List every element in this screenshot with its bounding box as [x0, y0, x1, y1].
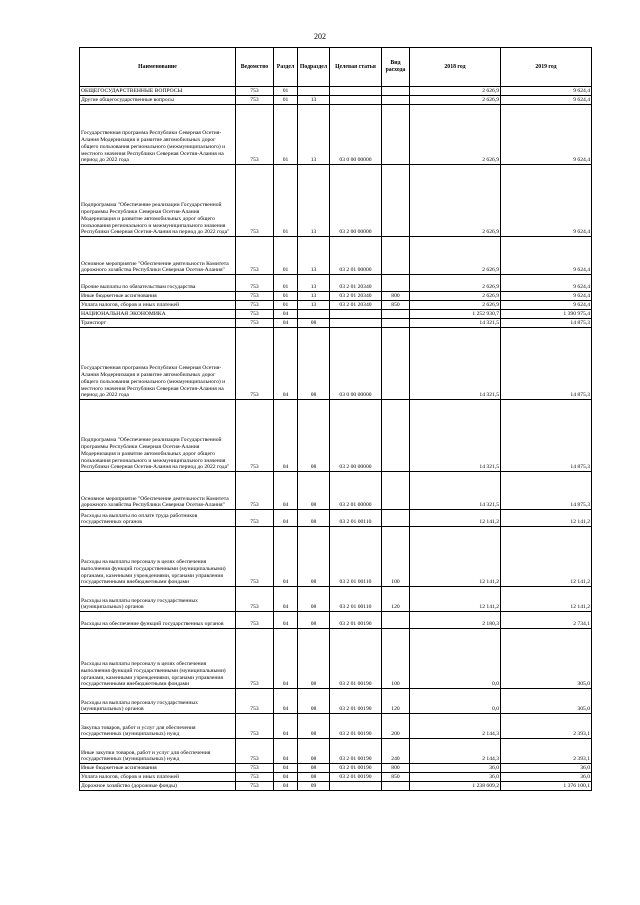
cell-vr: 850	[382, 773, 410, 782]
cell-vr: 100	[382, 629, 410, 689]
cell-ved: 753	[236, 87, 274, 96]
cell-csr: 03 2 01 00190	[330, 714, 382, 739]
table-row	[80, 472, 592, 510]
cell-y2018: 2 626,9	[410, 96, 501, 105]
cell-csr: 03 2 01 00110	[330, 527, 382, 587]
cell-razdel: 04	[274, 328, 298, 400]
cell-ved: 753	[236, 237, 274, 275]
cell-vr	[382, 400, 410, 472]
cell-vr	[382, 105, 410, 165]
cell-razdel: 04	[274, 782, 298, 791]
cell-y2019: 305,0	[501, 689, 592, 714]
cell-razdel: 04	[274, 310, 298, 319]
cell-ved: 753	[236, 764, 274, 773]
cell-name: НАЦИОНАЛЬНАЯ ЭКОНОМИКА	[80, 310, 236, 319]
cell-y2018: 2 626,9	[410, 292, 501, 301]
cell-vr: 100	[382, 527, 410, 587]
cell-y2019: 9 624,4	[501, 292, 592, 301]
table-row	[80, 510, 592, 527]
cell-name: Расходы на выплаты персоналу в целях обеспечения выполнения функций государственными (муниципальными) органами, казенными учреждениями, органами управления государственными внебюджетными фондами	[80, 629, 236, 689]
cell-vr: 850	[382, 301, 410, 310]
cell-podrazdel: 08	[298, 587, 330, 612]
cell-y2019: 36,0	[501, 764, 592, 773]
cell-ved: 753	[236, 328, 274, 400]
cell-csr: 03 2 01 00190	[330, 764, 382, 773]
cell-razdel: 04	[274, 400, 298, 472]
header-csr: Целевая статья	[330, 48, 382, 87]
cell-y2019: 14 875,3	[501, 472, 592, 510]
cell-razdel: 01	[274, 301, 298, 310]
cell-ved: 753	[236, 319, 274, 328]
cell-y2019: 9 624,4	[501, 105, 592, 165]
cell-ved: 753	[236, 782, 274, 791]
cell-y2019: 9 624,4	[501, 87, 592, 96]
cell-vr	[382, 472, 410, 510]
table-row	[80, 773, 592, 782]
cell-podrazdel: 08	[298, 400, 330, 472]
cell-csr: 03 2 01 20340	[330, 292, 382, 301]
cell-csr: 03 2 00 00000	[330, 165, 382, 237]
cell-csr	[330, 782, 382, 791]
cell-name: Другие общегосударственные вопросы	[80, 96, 236, 105]
cell-csr	[330, 87, 382, 96]
cell-csr: 03 2 01 00000	[330, 472, 382, 510]
cell-name: Расходы на выплаты персоналу в целях обеспечения выполнения функций государственными (муниципальными) органами, казенными учреждениями, органами управления государственными внебюджетными фондами	[80, 527, 236, 587]
cell-y2018: 2 144,3	[410, 714, 501, 739]
cell-podrazdel: 13	[298, 292, 330, 301]
cell-y2019: 9 624,4	[501, 96, 592, 105]
cell-name: Подпрограмма "Обеспечение реализации Государственной программы Республики Северная Осетия-Алания Модернизация и развитие автомобильных дорог общего пользования регионального и межмуниципального значения Республики Северная Осетия-Алания на период до 2022 года"	[80, 400, 236, 472]
cell-podrazdel: 09	[298, 782, 330, 791]
cell-razdel: 04	[274, 714, 298, 739]
cell-razdel: 04	[274, 587, 298, 612]
page-number: 202	[314, 32, 326, 41]
header-2018: 2018 год	[410, 48, 501, 87]
cell-y2018: 2 626,9	[410, 275, 501, 292]
cell-razdel: 04	[274, 527, 298, 587]
cell-podrazdel: 13	[298, 105, 330, 165]
cell-name: ОБЩЕГОСУДАРСТВЕННЫЕ ВОПРОСЫ	[80, 87, 236, 96]
cell-y2019: 2 734,1	[501, 612, 592, 629]
cell-csr: 03 2 01 00190	[330, 739, 382, 764]
table-row	[80, 292, 592, 301]
header-podrazdel: Подраздел	[298, 48, 330, 87]
cell-name: Закупка товаров, работ и услуг для обеспечения государственных (муниципальных) нужд	[80, 714, 236, 739]
cell-razdel: 01	[274, 237, 298, 275]
cell-razdel: 01	[274, 87, 298, 96]
cell-ved: 753	[236, 310, 274, 319]
cell-csr: 03 2 01 00190	[330, 612, 382, 629]
header-ved: Ведомство	[236, 48, 274, 87]
cell-csr: 03 2 01 20340	[330, 275, 382, 292]
cell-vr	[382, 165, 410, 237]
cell-csr: 03 2 01 00190	[330, 689, 382, 714]
cell-razdel: 04	[274, 319, 298, 328]
cell-razdel: 01	[274, 165, 298, 237]
table-header-row	[80, 48, 592, 87]
cell-name: Иные бюджетные ассигнования	[80, 292, 236, 301]
table-row	[80, 237, 592, 275]
header-razdel: Раздел	[274, 48, 298, 87]
cell-ved: 753	[236, 301, 274, 310]
cell-y2018: 2 626,9	[410, 301, 501, 310]
cell-y2019: 9 624,4	[501, 301, 592, 310]
table-row	[80, 739, 592, 764]
cell-ved: 753	[236, 472, 274, 510]
cell-vr: 800	[382, 292, 410, 301]
table-row	[80, 301, 592, 310]
cell-ved: 753	[236, 105, 274, 165]
cell-name: Государственная программа Республики Северная Осетия-Алания Модернизация и развитие автомобильных дорог общего пользования регионального (межмуниципального) и местного значения Республики Северная Осетия-Алания на период до 2022 года	[80, 105, 236, 165]
cell-y2019: 9 624,4	[501, 237, 592, 275]
cell-y2018: 36,0	[410, 773, 501, 782]
table-body	[80, 87, 592, 791]
cell-name: Расходы на выплаты персоналу государственных (муниципальных) органов	[80, 587, 236, 612]
cell-razdel: 04	[274, 629, 298, 689]
cell-y2019: 12 141,2	[501, 527, 592, 587]
cell-y2019: 9 624,4	[501, 165, 592, 237]
cell-razdel: 01	[274, 96, 298, 105]
cell-y2018: 36,0	[410, 764, 501, 773]
budget-table	[79, 47, 592, 791]
cell-podrazdel	[298, 87, 330, 96]
cell-name: Уплата налогов, сборов и иных платежей	[80, 301, 236, 310]
cell-podrazdel: 08	[298, 773, 330, 782]
table-row	[80, 527, 592, 587]
cell-name: Дорожное хозяйство (дорожные фонды)	[80, 782, 236, 791]
cell-y2018: 12 141,2	[410, 527, 501, 587]
cell-podrazdel: 13	[298, 237, 330, 275]
cell-razdel: 04	[274, 612, 298, 629]
cell-razdel: 04	[274, 739, 298, 764]
cell-csr	[330, 310, 382, 319]
table-row	[80, 714, 592, 739]
cell-vr	[382, 510, 410, 527]
cell-y2019: 1 376 100,1	[501, 782, 592, 791]
cell-podrazdel: 08	[298, 472, 330, 510]
cell-vr	[382, 782, 410, 791]
cell-podrazdel: 08	[298, 629, 330, 689]
cell-podrazdel: 08	[298, 612, 330, 629]
cell-podrazdel: 08	[298, 764, 330, 773]
cell-csr: 03 0 00 00000	[330, 105, 382, 165]
cell-y2018: 14 321,5	[410, 319, 501, 328]
table-row	[80, 105, 592, 165]
cell-vr: 800	[382, 764, 410, 773]
cell-ved: 753	[236, 292, 274, 301]
cell-podrazdel: 08	[298, 714, 330, 739]
cell-csr: 03 2 01 00000	[330, 237, 382, 275]
table-row	[80, 275, 592, 292]
cell-y2019: 2 393,1	[501, 714, 592, 739]
cell-y2019: 9 624,4	[501, 275, 592, 292]
cell-csr: 03 0 00 00000	[330, 328, 382, 400]
cell-ved: 753	[236, 96, 274, 105]
cell-y2018: 2 626,9	[410, 87, 501, 96]
cell-y2018: 14 321,5	[410, 400, 501, 472]
cell-y2019: 14 875,3	[501, 328, 592, 400]
cell-vr	[382, 275, 410, 292]
cell-ved: 753	[236, 612, 274, 629]
cell-podrazdel: 13	[298, 96, 330, 105]
cell-name: Иные закупки товаров, работ и услуг для обеспечения государственных (муниципальных) нужд	[80, 739, 236, 764]
cell-razdel: 01	[274, 292, 298, 301]
cell-csr	[330, 96, 382, 105]
cell-csr: 03 2 01 00190	[330, 629, 382, 689]
cell-csr: 03 2 01 20340	[330, 301, 382, 310]
cell-razdel: 01	[274, 275, 298, 292]
cell-y2018: 14 321,5	[410, 472, 501, 510]
cell-ved: 753	[236, 714, 274, 739]
cell-ved: 753	[236, 275, 274, 292]
table-row	[80, 96, 592, 105]
cell-y2019: 12 141,2	[501, 510, 592, 527]
table-row	[80, 629, 592, 689]
cell-podrazdel: 08	[298, 527, 330, 587]
cell-y2018: 14 321,5	[410, 328, 501, 400]
cell-y2018: 2 144,3	[410, 739, 501, 764]
table-row	[80, 310, 592, 319]
cell-y2018: 0,0	[410, 689, 501, 714]
cell-ved: 753	[236, 629, 274, 689]
cell-y2019: 12 141,2	[501, 587, 592, 612]
cell-y2018: 0,0	[410, 629, 501, 689]
cell-ved: 753	[236, 400, 274, 472]
cell-name: Расходы на выплаты персоналу государственных (муниципальных) органов	[80, 689, 236, 714]
cell-csr: 03 2 00 00000	[330, 400, 382, 472]
header-2019: 2019 год	[501, 48, 592, 87]
cell-podrazdel: 08	[298, 510, 330, 527]
cell-y2018: 2 626,9	[410, 165, 501, 237]
cell-y2018: 2 626,9	[410, 105, 501, 165]
cell-razdel: 04	[274, 510, 298, 527]
table-row	[80, 612, 592, 629]
cell-vr: 120	[382, 689, 410, 714]
cell-y2018: 2 180,3	[410, 612, 501, 629]
cell-csr: 03 2 01 00190	[330, 773, 382, 782]
table-row	[80, 87, 592, 96]
cell-razdel: 04	[274, 472, 298, 510]
cell-name: Расходы на обеспечение функций государственных органов	[80, 612, 236, 629]
cell-y2019: 305,0	[501, 629, 592, 689]
cell-csr: 03 2 01 00110	[330, 587, 382, 612]
cell-vr	[382, 96, 410, 105]
cell-vr	[382, 87, 410, 96]
cell-vr	[382, 319, 410, 328]
cell-podrazdel: 13	[298, 275, 330, 292]
cell-y2018: 12 141,2	[410, 587, 501, 612]
cell-y2019: 36,0	[501, 773, 592, 782]
cell-ved: 753	[236, 773, 274, 782]
header-vr: Вид расхода	[382, 48, 410, 87]
cell-ved: 753	[236, 739, 274, 764]
cell-podrazdel: 13	[298, 165, 330, 237]
cell-name: Основное мероприятие "Обеспечение деятельности Комитета дорожного хозяйства Республики Северная Осетия-Алания"	[80, 472, 236, 510]
cell-name: Государственная программа Республики Северная Осетия-Алания Модернизация и развитие автомобильных дорог общего пользования регионального (межмуниципального) и местного значения Республики Северная Осетия-Алания на период до 2022 года	[80, 328, 236, 400]
table-row	[80, 689, 592, 714]
cell-y2018: 12 141,2	[410, 510, 501, 527]
cell-razdel: 04	[274, 764, 298, 773]
cell-podrazdel: 08	[298, 689, 330, 714]
cell-name: Основное мероприятие "Обеспечение деятельности Комитета дорожного хозяйства Республики Северная Осетия-Алания"	[80, 237, 236, 275]
cell-ved: 753	[236, 510, 274, 527]
cell-ved: 753	[236, 689, 274, 714]
cell-y2019: 1 390 975,4	[501, 310, 592, 319]
cell-podrazdel: 08	[298, 319, 330, 328]
table-row	[80, 587, 592, 612]
table-row	[80, 165, 592, 237]
cell-ved: 753	[236, 165, 274, 237]
cell-vr	[382, 612, 410, 629]
cell-name: Транспорт	[80, 319, 236, 328]
cell-vr: 240	[382, 739, 410, 764]
table-row	[80, 400, 592, 472]
cell-y2018: 2 626,9	[410, 237, 501, 275]
header-name: Наименование	[80, 48, 236, 87]
table-row	[80, 764, 592, 773]
cell-name: Прочие выплаты по обязательствам государства	[80, 275, 236, 292]
cell-vr	[382, 310, 410, 319]
cell-razdel: 01	[274, 105, 298, 165]
cell-name: Уплата налогов, сборов и иных платежей	[80, 773, 236, 782]
cell-podrazdel: 08	[298, 739, 330, 764]
cell-y2018: 1 252 930,7	[410, 310, 501, 319]
cell-csr	[330, 319, 382, 328]
cell-podrazdel: 08	[298, 328, 330, 400]
cell-razdel: 04	[274, 773, 298, 782]
cell-name: Расходы на выплаты по оплате труда работников государственных органов	[80, 510, 236, 527]
cell-vr: 200	[382, 714, 410, 739]
cell-podrazdel: 13	[298, 301, 330, 310]
cell-y2019: 14 875,3	[501, 319, 592, 328]
cell-y2019: 2 393,1	[501, 739, 592, 764]
cell-razdel: 04	[274, 689, 298, 714]
table-row	[80, 782, 592, 791]
cell-ved: 753	[236, 587, 274, 612]
cell-vr	[382, 237, 410, 275]
cell-vr: 120	[382, 587, 410, 612]
cell-podrazdel	[298, 310, 330, 319]
cell-ved: 753	[236, 527, 274, 587]
table-row	[80, 319, 592, 328]
cell-csr: 03 2 01 00110	[330, 510, 382, 527]
cell-y2018: 1 238 609,2	[410, 782, 501, 791]
cell-name: Иные бюджетные ассигнования	[80, 764, 236, 773]
cell-vr	[382, 328, 410, 400]
cell-y2019: 14 875,3	[501, 400, 592, 472]
cell-name: Подпрограмма "Обеспечение реализации Государственной программы Республики Северная Осетия-Алания Модернизация и развитие автомобильных дорог общего пользования регионального и межмуниципального значения Республики Северная Осетия-Алания на период до 2022 года"	[80, 165, 236, 237]
table-row	[80, 328, 592, 400]
